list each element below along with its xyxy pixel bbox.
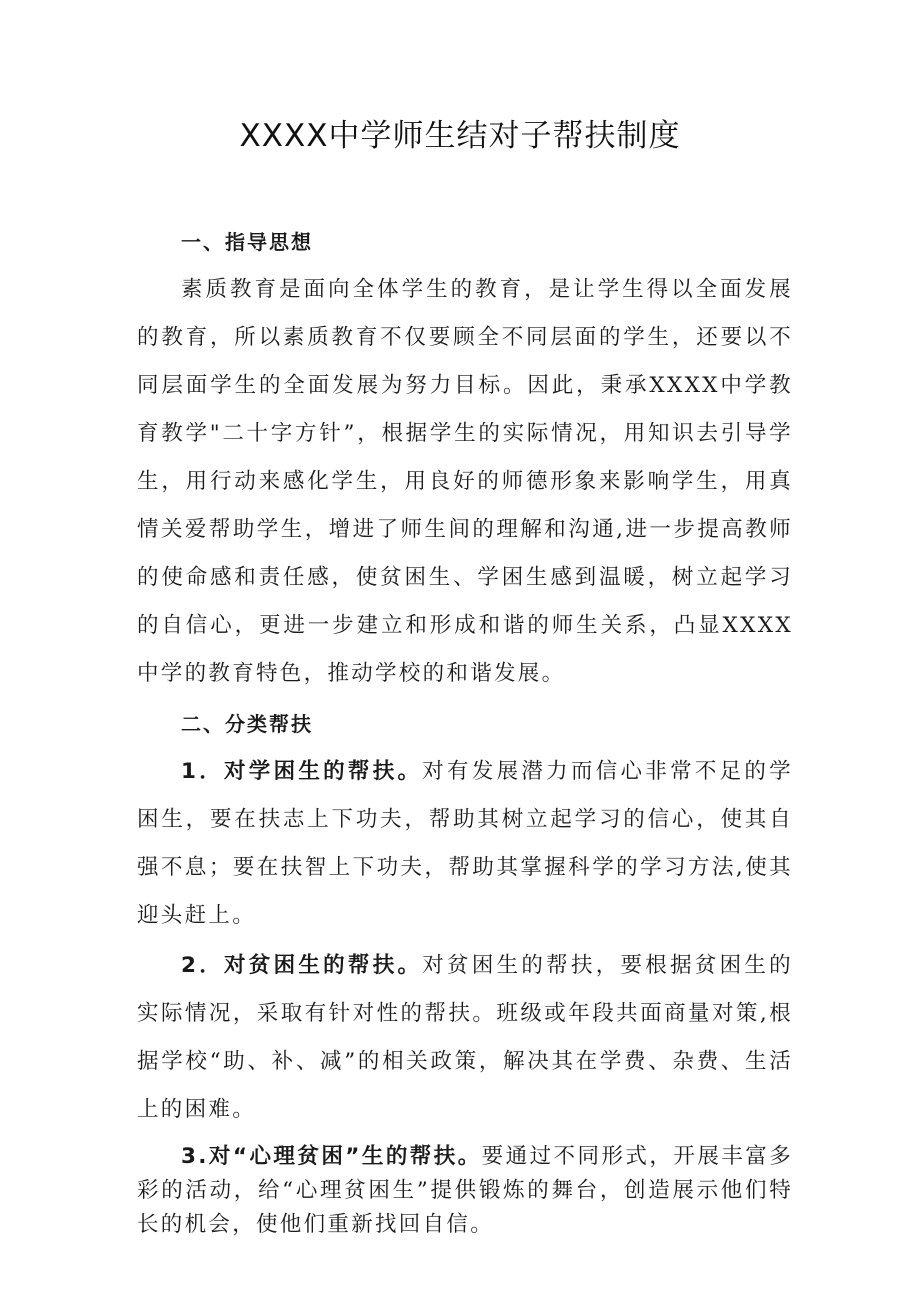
assistance-item-poor-students xyxy=(137,942,793,1134)
assistance-item-lead: 1．对学困生的帮扶。 xyxy=(181,759,423,784)
assistance-item-psychological xyxy=(137,1140,793,1242)
guiding-ideology-paragraph: 素质教育是面向全体学生的教育，是让学生得以全面发展的教育，所以素质教育不仅要顾全不同层面的学生，还要以不同层面学生的全面发展为努力目标。因此，秉承XXXX中学教育教学"二十字方针”，根据学生的实际情况，用知识去引导学生，用行动来感化学生，用良好的师德形象来影响学生，用真情关爱帮助学生，增进了师生间的理解和沟通,进一步提高教师的使命感和责任感，使贫困生、学困生感到温暖，树立起学习的自信心，更进一步建立和形成和谐的师生关系，凸显XXXX中学的教育特色，推动学校的和谐发展。 xyxy=(137,277,793,686)
assistance-item-text: 要通过不同形式，开展丰富多彩的活动，给“心理贫困生”提供锻炼的舞台，创造展示他们特长的机会，使他们重新找回自信。 xyxy=(137,1144,793,1237)
assistance-item-lead: 3.对“心理贫困”生的帮扶。 xyxy=(181,1144,482,1169)
document-body xyxy=(137,218,793,1242)
section-heading-categorized-assistance: 二、分类帮扶 xyxy=(181,712,313,736)
assistance-item-lead: 2．对贫困生的帮扶。 xyxy=(181,953,423,978)
section-heading-guiding-ideology: 一、指导思想 xyxy=(181,230,313,254)
assistance-item-struggling-students xyxy=(137,748,793,940)
assistance-item-text: 对贫困生的帮扶，要根据贫困生的实际情况，采取有针对性的帮扶。班级或年段共面商量对策,根据学校“助、补、减”的相关政策，解决其在学费、杂费、生活上的困难。 xyxy=(137,953,793,1122)
document-title: XXXX中学师生结对子帮扶制度 xyxy=(239,118,681,154)
assistance-item-text: 对有发展潜力而信心非常不足的学困生，要在扶志上下功夫，帮助其树立起学习的信心，使其自强不息；要在扶智上下功夫，帮助其掌握科学的学习方法,使其迎头赶上。 xyxy=(137,759,793,928)
